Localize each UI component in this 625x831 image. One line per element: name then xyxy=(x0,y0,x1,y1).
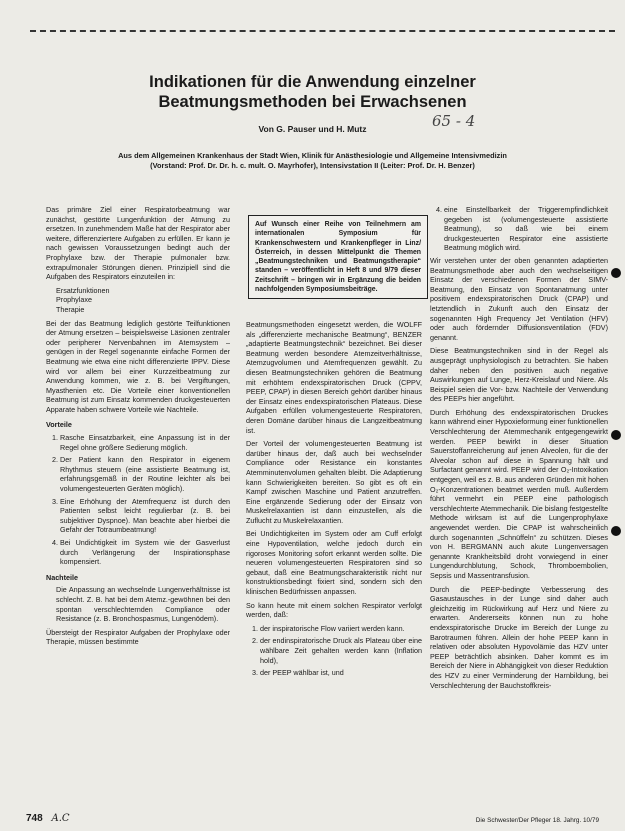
list-item: 4. eine Einstellbarkeit der Triggerempfindlichkeit gegeben ist (volumengesteuerte assistierte Beatmung), so daß wie bei einem druckgesteuerten Respirator eine assistierte Beatmung möglich wird. xyxy=(444,205,608,253)
task-list-item: Prophylaxe xyxy=(56,295,92,305)
feature-list xyxy=(246,624,422,678)
paragraph: Übersteigt der Respirator Aufgaben der Prophylaxe oder Therapie, müssen bestimmte xyxy=(46,627,230,647)
paragraph: Bei Undichtigkeiten im System oder am Cuff erfolgt eine Hypoventilation, welche jedoch durch ein rigoroses Monitoring sofort erkannt werden sollte. Die neueren volumengesteuerten Respiratoren sind so gebaut, daß eine Beatmungscharakteristik nicht nur konstruktionsbedingt fixiert sind, sondern sich den klinischen Bedürfnissen anpassen. xyxy=(246,529,422,597)
section-heading-nachteile: Nachteile xyxy=(46,572,78,582)
list-item: 1. der inspiratorische Flow variiert werden kann. xyxy=(260,624,422,634)
column-right xyxy=(430,205,608,694)
column-left xyxy=(46,205,230,651)
footer-page xyxy=(26,813,70,824)
authors: Von G. Pauser und H. Mutz xyxy=(258,124,367,134)
editorial-note-box: Auf Wunsch einer Reihe von Teilnehmern am internationalen Symposium für Krankenschwestern und Krankenpfleger in Linz/Österreich, in dessen Mittelpunkt die Themen „Beatmungstechniken und Beatmungstherapie“ standen – veröffentlicht in Heft 8 und 9/79 dieser Zeitschrift – bringen wir in Ergänzung die beiden nachfolgenden Symposiumsbeiträge. xyxy=(248,215,428,299)
paragraph: Bei der das Beatmung lediglich gestörte Teilfunktionen der Atmung ersetzen – beispielsweise Läsionen zentraler oder peripherer Nervenbahnen im Atemsystem – genügen in der Regel sogenannte einfache Formen der Beatmung wie etwa eine nicht differenzierte IPPV. Diese wird vor allem bei einer Kurzzeitbeatmung zur Anwendung kommen, wie z. B. bei Vergiftungen, Myasthenien etc. Die Vorteile einer konventionellen Beatmung ist zum Einsatz kommenden druckgesteuerten Apparate haben schwere Vorteile wie Nachteile. xyxy=(46,318,230,414)
column-middle xyxy=(246,320,422,681)
paragraph: Durch die PEEP-bedingte Verbesserung des Gasaustausches in der Lunge sind daher auch gleichzeitig im Rückwirkung auf Herz und Niere zu erwarten. Andererseits können nun zu hohe endexspiratorische Drucke im Bereich der Lunge zu Barotraumen führen. Allein der hohe PEEP kann in relativen oder absoluten Hypovolämie das HZV unter PEEP beträchtlich absinken. Daher kommt es im Bereich der Niere in Abhängigkeit von dieser Reduktion des HZV zu einer Verminderung der Harnbildung, bei Verschlechterung der Bauchstoffkreis- xyxy=(430,584,608,690)
paragraph: Beatmungsmethoden eingesetzt werden, die WOLFF als „differenzierte mechanische Beatmung“, BENZER „adaptierte Beatmungstechnik“ bezeichnet. Bei dieser Beatmung werden besondere Atemzeitverhältnisse, Atemzugvolumen und Atemfrequenzen gewählt. Zu diesen Beatmungstechniken gehören die Beatmung mit erhöhtem endexspiratorischen Druck (CPPV, PEEP, CPAP) in diesen Bereich gehört darüber hinaus der Einsatz eines endexspiratorischen Plateaus. Diese Aufgaben erfüllen volumengesteuerte Respiratoren, deren Domäne darüber hinaus die Langzeitbeatmung ist. xyxy=(246,320,422,435)
list-item: 3. der PEEP wählbar ist, und xyxy=(260,668,422,678)
punch-hole-mark xyxy=(611,526,621,536)
paragraph: Der Vorteil der volumengesteuerten Beatmung ist darüber hinaus der, daß auch bei wechselnder Compliance oder Resistance ein konstantes Atemminutenvolumen gehalten bleibt. Die Adaptierung kann Schwierigkeiten bereiten. So gibt es oft ein Kampf zwischen Maschine und Patient anzutreffen. Eine ergänzende Sedierung oder der Einsatz von Muskelrelaxantien ist dann einzustellen, als die Zuflucht zu Muskelrelaxantien. xyxy=(246,439,422,525)
institution-line2: (Vorstand: Prof. Dr. Dr. h. c. mult. O. Mayrhofer), Intensivstation II (Leiter: Prof. Dr. H. Benzer) xyxy=(150,161,475,170)
paragraph: Wir verstehen unter der oben genannten adaptierten Beatmungsmethode aber auch den wechselseitigen Einsatz der verschiedenen Formen der SIMV-Beatmung, den Einsatz von Spontanatmung unter positivem endexspiratorischen Druck (CPAP) und letztendlich in Zukunft auch den Einsatz der sogenannten High Frequency Jet Ventilation (HFV) oder auch fördernder Diffusionsventilation (FDV) genannt. xyxy=(430,255,608,342)
top-rule xyxy=(30,30,615,32)
journal-reference: Die Schwester/Der Pfleger 18. Jahrg. 10/79 xyxy=(475,817,599,824)
task-list-item: Therapie xyxy=(56,304,85,314)
list-item: 2. Der Patient kann den Respirator in eigenem Rhythmus steuern (eine assistierte Beatmung ist, erfahrungsgemäß in der Routine leichter als bei volumengesteuerten Geräten möglich). xyxy=(60,455,230,493)
list-item: 3. Eine Erhöhung der Atemfrequenz ist durch den Patienten selbst leicht regulierbar (z. B. bei subjektiver Dyspnoe). Man beachte aber hierbei die Gefahr der Totraumbeatmung! xyxy=(60,497,230,535)
intro-paragraph: Das primäre Ziel einer Respiratorbeatmung war zunächst, gestörte Lungenfunktion der Atmung zu ersetzen. In zunehmendem Maße hat der Respirator aber weitere, differenziertere Aufgaben zu erfüllen. Er kann je nach gewissen Voraussetzungen bedingt auch der Prophylaxe bzw. der Therapie pulmonaler bzw. extrapulmonaler Störungen dienen. Prinzipiell sind die Aufgaben des Respirators einzuteilen in: xyxy=(46,205,230,282)
paragraph: Diese Beatmungstechniken sind in der Regel als ausgeprägt unphysiologisch zu betrachten. Sie haben daher neben den positiven auch negative Auswirkungen auf Lunge, Herz-Kreislauf und Niere. Als Beispiel seien die Vor- bzw. Nachteile der Verwendung des PEEPs hier angeführt. xyxy=(430,346,608,404)
feature-list-continued xyxy=(430,205,608,253)
punch-hole-mark xyxy=(611,430,621,440)
section-heading-vorteile: Vorteile xyxy=(46,420,72,430)
list-item: 4. Bei Undichtigkeit im System wie der Gasverlust durch Verlängerung der Inspirationsphase kompensiert. xyxy=(60,538,230,567)
handwritten-note: 65 - 4 xyxy=(432,112,476,130)
list-item: 1. Rasche Einsatzbarkeit, eine Anpassung ist in der Regel ohne größere Sedierung möglich. xyxy=(60,433,230,452)
footer-handwritten-note: A.C xyxy=(51,813,70,824)
paragraph: Durch Erhöhung des endexspiratorischen Druckes kann während einer Hypoxieformung einer funktionellen Verschlechterung der Atemmechanik entgegengewirkt werden. PEEP bewirkt in dieser Situation Sauerstoffanreicherung auf jenen Alveolen, für die der Alveolar schon auf diese in Spannung hält und Surfactant genannt wird. PEEP wird der O₂-Intoxikation entgegen, weil es z. B. aus anderen Gründen mit hohen O₂-Konzentrationen beatmet werden muß. Außerdem führt vermehrt ein PEEP eine pathologisch verschlechterte Atemmechanik. Die bislang festgestellte Methode wirksam ist auf die Lungenprophylaxe angewendet werden. Die CPAP ist wahrscheinlich durch sogenannten „Schnüffeln“ zu schützen. Dieses von H. BERGMANN auch akute Lungenversagen genannte Krankheitsbild droht vorwiegend in einer Lungendurchblutung, Schock, Thromboembolien, Sepsis und Massentransfusion. xyxy=(430,407,608,580)
institution-line1: Aus dem Allgemeinen Krankenhaus der Stadt Wien, Klinik für Anästhesiologie und Allgemeine Intensivmedizin xyxy=(118,151,507,160)
article-title-line2: Beatmungsmethoden bei Erwachsenen xyxy=(158,93,467,111)
article-title-line1: Indikationen für die Anwendung einzelner xyxy=(149,73,476,91)
punch-hole-mark xyxy=(611,268,621,278)
paragraph: Die Anpassung an wechselnde Lungenverhältnisse ist schlecht. Z. B. hat bei dem Atemz.-gewöhnen bei den spontan verschlechternden Compliance oder Resistance (z. B. Bronchospasmus, Lungenödem). xyxy=(56,585,230,624)
advantages-list xyxy=(46,433,230,567)
list-item: 2. der endinspiratorische Druck als Plateau über eine wählbare Zeit gehalten werden kann (Inflation hold), xyxy=(260,636,422,665)
paragraph: So kann heute mit einem solchen Respirator verfolgt werden, daß: xyxy=(246,600,422,620)
page-number: 748 xyxy=(26,813,43,824)
task-list-item: Ersatzfunktionen xyxy=(56,285,110,295)
